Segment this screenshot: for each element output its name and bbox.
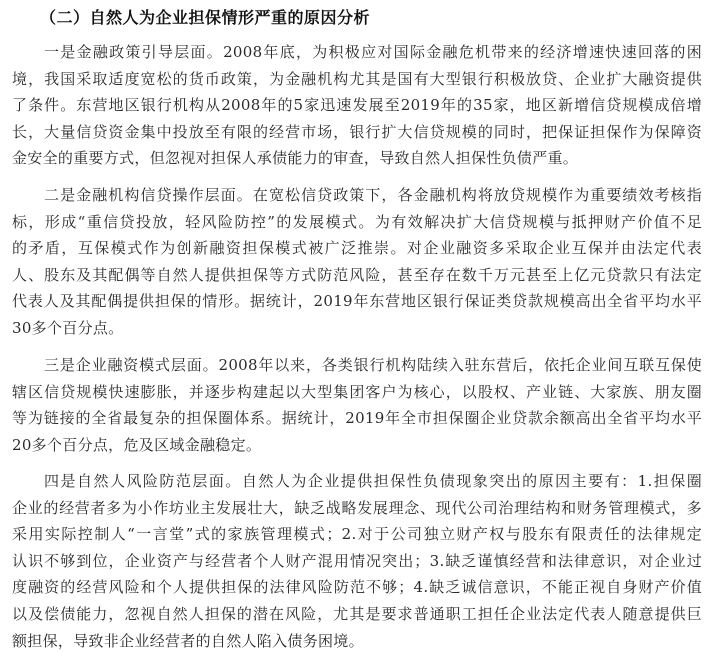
text-line: 采用实际控制人“一言堂”式的家族管理模式；2.对于公司独立财产权与股东有限责任的法律规定 [12, 525, 702, 544]
text-line: 了条件。东营地区银行机构从2008年的5家迅速发展至2019年的35家，地区新增信贷规模成倍增 [12, 96, 702, 115]
paragraph-risk-prevention [12, 468, 702, 654]
paragraph-credit-operation [12, 182, 702, 342]
text-line: 30多个百分点。 [12, 318, 124, 337]
text-line: 额担保，导致非企业经营者的自然人陷入债务困境。 [12, 631, 364, 650]
section-heading: （二）自然人为企业担保情形严重的原因分析 [40, 8, 371, 27]
text-line: 等为链接的全省最复杂的担保圈体系。据统计，2019年全市担保圈企业贷款余额高出全省平均水平 [12, 409, 702, 428]
paragraph-financial-policy [12, 39, 702, 172]
paragraph-financing-model [12, 352, 702, 458]
text-line: 企业的经营者多为小作坊业主发展壮大，缺乏战略发展理念、现代公司治理结构和财务管理模式，多 [12, 498, 702, 517]
text-line: 20多个百分点，危及区域金融稳定。 [12, 435, 262, 454]
text-line: 标，形成“重信贷投放，轻风险防控”的发展模式。为有效解决扩大信贷规模与抵押财产价值不足 [12, 212, 702, 231]
text-line: 以及偿债能力，忽视自然人担保的潜在风险，尤其是要求普通职工担任企业法定代表人随意提供巨 [12, 604, 702, 623]
text-line: 长，大量信贷资金集中投放至有限的经营市场，银行扩大信贷规模的同时，把保证担保作为保障资 [12, 122, 702, 141]
text-line: 二是金融机构信贷操作层面。在宽松信贷政策下，各金融机构将放贷规模作为重要绩效考核指 [44, 186, 702, 204]
text-line: 人、股东及其配偶等自然人提供担保等方式防范风险，甚至存在数千万元甚至上亿元贷款只有法定 [12, 265, 702, 284]
text-line: 四是自然人风险防范层面。自然人为企业提供担保性负债现象突出的原因主要有：1.担保圈 [44, 472, 702, 490]
text-line: 的矛盾，互保模式作为创新融资担保模式被广泛推崇。对企业融资多采取企业互保并由法定代表 [12, 239, 702, 258]
text-line: 度融资的经营风险和个人提供担保的法律风险防范不够；4.缺乏诚信意识，不能正视自身财产价值 [12, 578, 702, 597]
text-line: 认识不够到位，企业资产与经营者个人财产混用情况突出；3.缺乏谨慎经营和法律意识，对企业过 [12, 551, 702, 570]
text-line: 金安全的重要方式，但忽视对担保人承债能力的审查，导致自然人担保性负债严重。 [12, 149, 579, 168]
text-line: 代表人及其配偶提供担保的情形。据统计，2019年东营地区银行保证类贷款规模高出全省平均水平 [12, 292, 702, 311]
text-line: 境，我国采取适度宽松的货币政策，为金融机构尤其是国有大型银行积极放贷、企业扩大融资提供 [12, 69, 702, 88]
text-line: 一是金融政策引导层面。2008年底，为积极应对国际金融危机带来的经济增速快速回落的困 [44, 43, 702, 61]
text-line: 辖区信贷规模快速膨胀，并逐步构建起以大型集团客户为核心，以股权、产业链、大家族、朋友圈 [12, 382, 702, 401]
text-line: 三是企业融资模式层面。2008年以来，各类银行机构陆续入驻东营后，依托企业间互联互保使 [44, 356, 702, 374]
